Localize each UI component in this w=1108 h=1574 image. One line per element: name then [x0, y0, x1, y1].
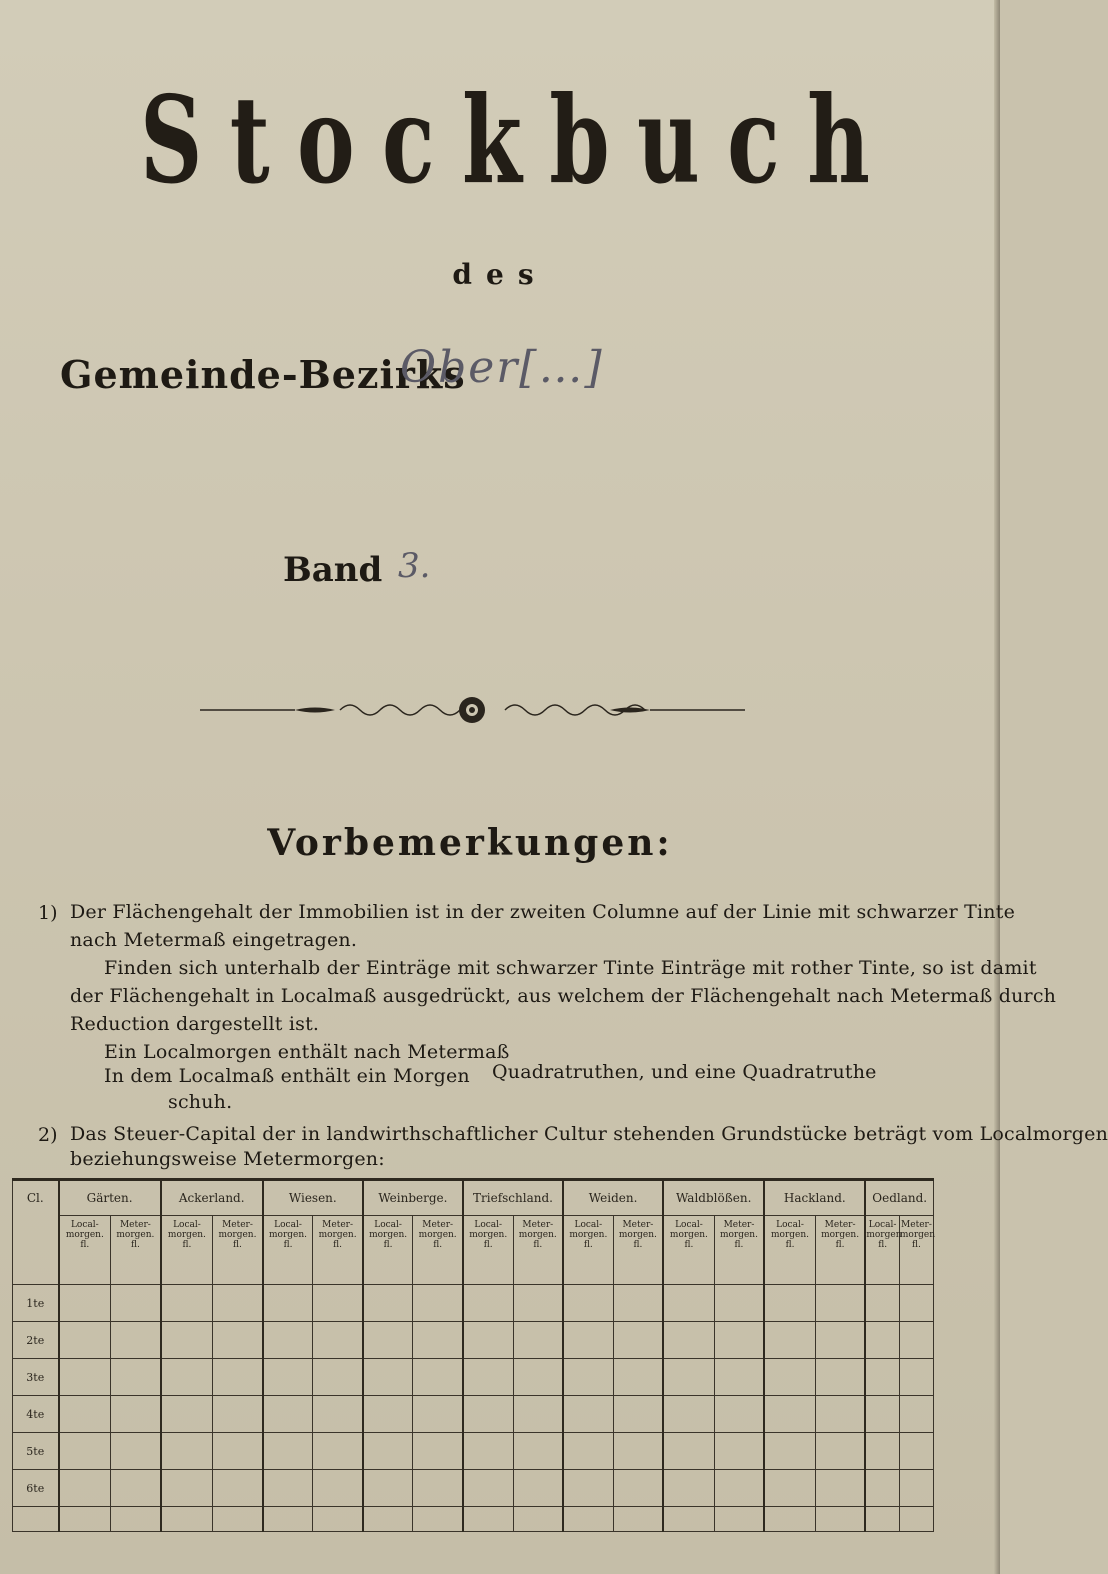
gemeinde-bezirk-label: Gemeinde-Bezirks — [60, 352, 466, 397]
value-cell — [413, 1285, 463, 1322]
subheader-line: Meter- — [901, 1220, 932, 1230]
subheader-line: morgen. — [618, 1230, 657, 1240]
value-cell — [663, 1470, 714, 1507]
value-cell — [213, 1396, 263, 1433]
value-cell — [714, 1470, 764, 1507]
value-cell — [313, 1359, 363, 1396]
value-cell — [213, 1285, 263, 1322]
column-group-header: Waldblößen. — [663, 1180, 764, 1216]
value-cell — [513, 1433, 563, 1470]
value-cell — [413, 1470, 463, 1507]
value-cell — [111, 1322, 161, 1359]
value-cell — [59, 1433, 111, 1470]
value-cell — [161, 1359, 213, 1396]
subheader-line: fl. — [633, 1240, 643, 1250]
band-handwritten-value: 3. — [398, 546, 431, 586]
column-group-header: Oedland. — [865, 1180, 933, 1216]
value-cell — [563, 1507, 613, 1532]
value-cell — [111, 1359, 161, 1396]
subheader-line: Local- — [868, 1220, 897, 1230]
value-cell — [263, 1322, 313, 1359]
column-group-header: Triefschland. — [463, 1180, 563, 1216]
value-cell — [161, 1470, 213, 1507]
subheader-line: fl. — [283, 1240, 293, 1250]
subheader-line: morgen. — [116, 1230, 155, 1240]
remark-1-line-2: nach Metermaß eingetragen. — [70, 929, 358, 951]
value-cell — [563, 1433, 613, 1470]
remark-1-line-7b: Quadratruthen, und eine Quadratruthe — [492, 1061, 877, 1083]
value-cell — [363, 1396, 413, 1433]
subheader-line: morgen — [866, 1230, 902, 1240]
page-edge — [994, 0, 1000, 1574]
value-cell — [313, 1433, 363, 1470]
subheader-line: Meter- — [522, 1220, 554, 1230]
steuer-capital-table — [12, 1178, 934, 1516]
subheader-line: Local- — [776, 1220, 804, 1230]
value-cell — [161, 1507, 213, 1532]
value-cell — [13, 1507, 59, 1532]
table-row — [13, 1285, 934, 1322]
subheader-line: fl. — [233, 1240, 242, 1250]
value-cell — [663, 1322, 714, 1359]
remark-1-line-6: Ein Localmorgen enthält nach Metermaß — [104, 1041, 510, 1063]
value-cell — [815, 1285, 865, 1322]
subheader-line: Meter- — [119, 1220, 151, 1230]
value-cell — [764, 1396, 815, 1433]
remark-2-line-2: beziehungsweise Metermorgen: — [70, 1148, 385, 1170]
band-label: Band — [283, 550, 383, 590]
table-row — [13, 1322, 934, 1359]
value-cell — [363, 1359, 413, 1396]
remark-number-2: 2) — [38, 1124, 58, 1146]
local-morgen-subheader — [563, 1216, 613, 1285]
value-cell — [313, 1285, 363, 1322]
column-group-header: Gärten. — [59, 1180, 161, 1216]
column-group-header: Ackerland. — [161, 1180, 263, 1216]
value-cell — [363, 1507, 413, 1532]
value-cell — [363, 1433, 413, 1470]
subheader-line: fl. — [785, 1240, 795, 1250]
value-cell — [213, 1433, 263, 1470]
value-cell — [161, 1396, 213, 1433]
value-cell — [663, 1507, 714, 1532]
subheader-line: Local- — [374, 1220, 402, 1230]
subheader-line: morgen. — [669, 1230, 708, 1240]
value-cell — [111, 1507, 161, 1532]
meter-morgen-subheader — [899, 1216, 936, 1285]
value-cell — [899, 1433, 933, 1470]
meter-morgen-subheader — [313, 1216, 363, 1285]
remark-1-line-1: Der Flächengehalt der Immobilien ist in der zweiten Columne auf der Linie mit schwarzer Tinte — [70, 901, 1016, 923]
value-cell — [213, 1322, 263, 1359]
subheader-line: morgen. — [518, 1230, 557, 1240]
subheader-line: Meter- — [222, 1220, 253, 1230]
value-cell — [663, 1433, 714, 1470]
value-cell — [613, 1285, 663, 1322]
subheader-line: Local- — [70, 1220, 99, 1230]
value-cell — [899, 1470, 933, 1507]
subheader-line: morgen. — [65, 1230, 104, 1240]
subheader-line: fl. — [433, 1240, 443, 1250]
meter-morgen-subheader — [111, 1216, 161, 1285]
value-cell — [563, 1285, 613, 1322]
value-cell — [463, 1470, 513, 1507]
subheader-line: Meter- — [723, 1220, 755, 1230]
subheader-line: fl. — [80, 1240, 90, 1250]
value-cell — [263, 1507, 313, 1532]
local-morgen-subheader — [59, 1216, 111, 1285]
value-cell — [463, 1433, 513, 1470]
table-row-empty — [13, 1507, 934, 1532]
value-cell — [899, 1285, 933, 1322]
class-cell: 2te — [13, 1322, 59, 1359]
value-cell — [263, 1433, 313, 1470]
value-cell — [714, 1396, 764, 1433]
value-cell — [865, 1470, 899, 1507]
value-cell — [815, 1507, 865, 1532]
value-cell — [513, 1507, 563, 1532]
value-cell — [513, 1285, 563, 1322]
value-cell — [865, 1396, 899, 1433]
class-header: Cl. — [13, 1180, 59, 1285]
value-cell — [213, 1507, 263, 1532]
value-cell — [513, 1359, 563, 1396]
value-cell — [111, 1396, 161, 1433]
vorbemerkungen-heading: Vorbemerkungen: — [267, 822, 673, 864]
subheader-line: fl. — [684, 1240, 694, 1250]
value-cell — [213, 1470, 263, 1507]
value-cell — [413, 1507, 463, 1532]
value-cell — [815, 1433, 865, 1470]
subheader-line: Local- — [474, 1220, 503, 1230]
value-cell — [563, 1359, 613, 1396]
remark-number-1: 1) — [38, 902, 58, 924]
class-cell: 3te — [13, 1359, 59, 1396]
value-cell — [463, 1359, 513, 1396]
value-cell — [59, 1359, 111, 1396]
value-cell — [111, 1433, 161, 1470]
value-cell — [865, 1359, 899, 1396]
value-cell — [764, 1470, 815, 1507]
subheader-line: Local- — [173, 1220, 201, 1230]
value-cell — [313, 1507, 363, 1532]
value-cell — [714, 1507, 764, 1532]
meter-morgen-subheader — [815, 1216, 865, 1285]
ornament-divider-icon — [200, 690, 745, 730]
value-cell — [59, 1507, 111, 1532]
value-cell — [161, 1285, 213, 1322]
value-cell — [899, 1396, 933, 1433]
value-cell — [463, 1507, 513, 1532]
column-group-header: Wiesen. — [263, 1180, 363, 1216]
value-cell — [815, 1470, 865, 1507]
gemeinde-bezirk-handwritten-value: Ober[…] — [400, 342, 604, 393]
subheader-line: fl. — [878, 1240, 888, 1250]
subheader-line: morgen. — [167, 1230, 206, 1240]
remark-1-line-5: Reduction dargestellt ist. — [70, 1013, 320, 1035]
remark-2-line-1: Das Steuer-Capital der in landwirthschaftlicher Cultur stehenden Grundstücke beträgt vom Localmorgen — [70, 1123, 1108, 1145]
subheader-line: fl. — [734, 1240, 744, 1250]
value-cell — [663, 1396, 714, 1433]
subheader-line: fl. — [333, 1240, 342, 1250]
value-cell — [263, 1359, 313, 1396]
meter-morgen-subheader — [613, 1216, 663, 1285]
value-cell — [764, 1433, 815, 1470]
subheader-line: Local- — [574, 1220, 603, 1230]
table-row — [13, 1433, 934, 1470]
value-cell — [363, 1285, 413, 1322]
value-cell — [563, 1396, 613, 1433]
subheader-line: fl. — [533, 1240, 543, 1250]
value-cell — [413, 1433, 463, 1470]
local-morgen-subheader — [263, 1216, 313, 1285]
value-cell — [663, 1359, 714, 1396]
value-cell — [263, 1396, 313, 1433]
value-cell — [263, 1285, 313, 1322]
value-cell — [563, 1322, 613, 1359]
subheader-line: morgen. — [418, 1230, 457, 1240]
value-cell — [764, 1285, 815, 1322]
column-group-header: Hackland. — [764, 1180, 865, 1216]
value-cell — [313, 1396, 363, 1433]
subheader-line: Meter- — [322, 1220, 353, 1230]
value-cell — [313, 1322, 363, 1359]
value-cell — [714, 1322, 764, 1359]
subheader-line: morgen. — [771, 1230, 810, 1240]
value-cell — [313, 1470, 363, 1507]
value-cell — [714, 1285, 764, 1322]
value-cell — [899, 1322, 933, 1359]
value-cell — [111, 1285, 161, 1322]
value-cell — [161, 1322, 213, 1359]
value-cell — [111, 1470, 161, 1507]
page-title: Stockbuch — [140, 70, 898, 211]
des-label: des — [452, 258, 548, 291]
value-cell — [463, 1396, 513, 1433]
meter-morgen-subheader — [513, 1216, 563, 1285]
class-cell: 6te — [13, 1470, 59, 1507]
value-cell — [815, 1359, 865, 1396]
subheader-line: fl. — [383, 1240, 393, 1250]
class-cell: 1te — [13, 1285, 59, 1322]
value-cell — [463, 1285, 513, 1322]
value-cell — [563, 1470, 613, 1507]
value-cell — [413, 1396, 463, 1433]
local-morgen-subheader — [865, 1216, 902, 1285]
remark-1-line-3: Finden sich unterhalb der Einträge mit schwarzer Tinte Einträge mit rother Tinte, so ist damit — [104, 957, 1037, 979]
value-cell — [714, 1359, 764, 1396]
subheader-line: fl. — [182, 1240, 192, 1250]
subheader-line: morgen. — [318, 1230, 357, 1240]
local-morgen-subheader — [764, 1216, 815, 1285]
value-cell — [815, 1322, 865, 1359]
subheader-line: morgen. — [821, 1230, 860, 1240]
value-cell — [613, 1396, 663, 1433]
value-cell — [59, 1396, 111, 1433]
value-cell — [59, 1322, 111, 1359]
value-cell — [513, 1396, 563, 1433]
subheader-line: morgen. — [269, 1230, 308, 1240]
value-cell — [899, 1359, 933, 1396]
value-cell — [714, 1433, 764, 1470]
subheader-line: Meter- — [422, 1220, 454, 1230]
value-cell — [59, 1285, 111, 1322]
subheader-line: Meter- — [622, 1220, 654, 1230]
value-cell — [413, 1322, 463, 1359]
subheader-line: morgen. — [369, 1230, 408, 1240]
local-morgen-subheader — [161, 1216, 213, 1285]
value-cell — [363, 1470, 413, 1507]
value-cell — [613, 1470, 663, 1507]
value-cell — [613, 1507, 663, 1532]
value-cell — [613, 1359, 663, 1396]
value-cell — [613, 1322, 663, 1359]
subheader-line: morgen. — [719, 1230, 758, 1240]
value-cell — [513, 1322, 563, 1359]
value-cell — [865, 1322, 899, 1359]
remark-1-line-8: schuh. — [168, 1091, 233, 1113]
table-row — [13, 1396, 934, 1433]
column-group-header: Weiden. — [563, 1180, 663, 1216]
value-cell — [263, 1470, 313, 1507]
value-cell — [513, 1470, 563, 1507]
table-row — [13, 1470, 934, 1507]
value-cell — [899, 1507, 933, 1532]
value-cell — [363, 1322, 413, 1359]
value-cell — [815, 1396, 865, 1433]
class-cell: 5te — [13, 1433, 59, 1470]
remark-1-line-7a: In dem Localmaß enthält ein Morgen — [104, 1065, 470, 1087]
subheader-line: Local- — [274, 1220, 302, 1230]
value-cell — [613, 1433, 663, 1470]
local-morgen-subheader — [363, 1216, 413, 1285]
table-row — [13, 1359, 934, 1396]
subheader-line: Local- — [675, 1220, 703, 1230]
value-cell — [161, 1433, 213, 1470]
value-cell — [764, 1359, 815, 1396]
value-cell — [865, 1433, 899, 1470]
subheader-line: fl. — [583, 1240, 593, 1250]
meter-morgen-subheader — [213, 1216, 263, 1285]
subheader-line: fl. — [483, 1240, 493, 1250]
local-morgen-subheader — [463, 1216, 513, 1285]
column-group-header: Weinberge. — [363, 1180, 463, 1216]
subheader-line: fl. — [130, 1240, 140, 1250]
meter-morgen-subheader — [714, 1216, 764, 1285]
value-cell — [663, 1285, 714, 1322]
subheader-line: morgen. — [569, 1230, 608, 1240]
remark-1-line-4: der Flächengehalt in Localmaß ausgedrückt, aus welchem der Flächengehalt nach Metermaß durch — [70, 985, 1057, 1007]
subheader-line: morgen. — [469, 1230, 508, 1240]
subheader-line: morgen — [899, 1230, 936, 1240]
local-morgen-subheader — [663, 1216, 714, 1285]
subheader-line: morgen. — [218, 1230, 257, 1240]
value-cell — [764, 1322, 815, 1359]
value-cell — [59, 1470, 111, 1507]
value-cell — [865, 1285, 899, 1322]
subheader-line: fl. — [912, 1240, 921, 1250]
value-cell — [764, 1507, 815, 1532]
value-cell — [213, 1359, 263, 1396]
subheader-line: Meter- — [824, 1220, 856, 1230]
value-cell — [865, 1507, 899, 1532]
value-cell — [463, 1322, 513, 1359]
value-cell — [413, 1359, 463, 1396]
class-cell: 4te — [13, 1396, 59, 1433]
subheader-line: fl. — [835, 1240, 845, 1250]
meter-morgen-subheader — [413, 1216, 463, 1285]
